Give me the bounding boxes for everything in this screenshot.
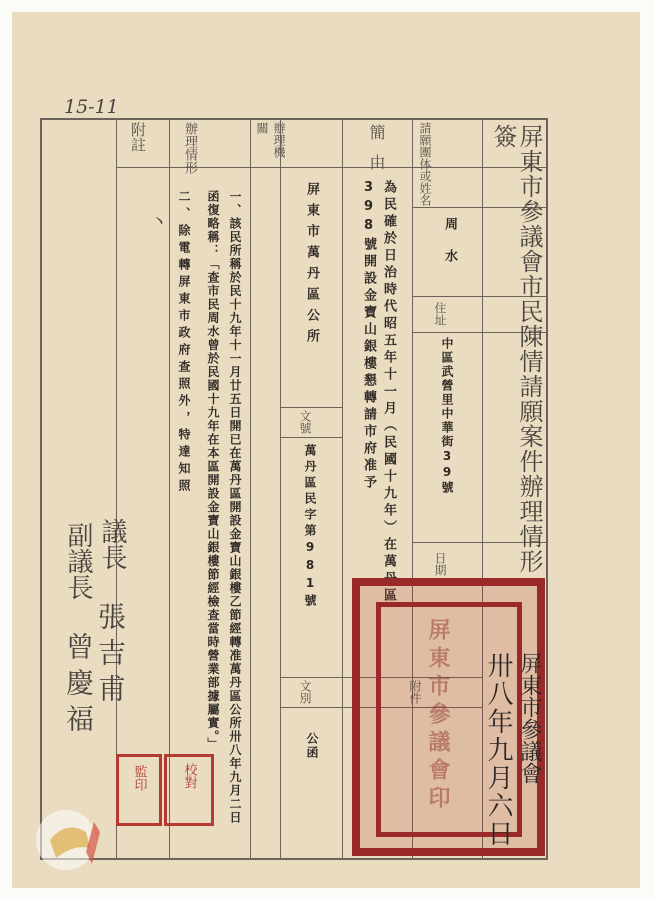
notes-mark: 丶 [150, 212, 168, 233]
page-number: 15-11 [64, 96, 119, 118]
header-agency: 辦理機關 [255, 122, 286, 158]
stamp-text: 屏東市參議會印 [425, 618, 450, 814]
header-doc-num: 文號 [298, 410, 312, 434]
supervise-seal [116, 754, 162, 826]
header-date: 日期 [433, 552, 447, 576]
doc-type-value: 公函 [305, 732, 319, 760]
supervise-seal-text: 監印 [131, 765, 147, 791]
speaker-name: 張吉甫 [94, 602, 127, 710]
proofread-seal [164, 754, 214, 826]
header-attachment: 附件 [408, 680, 422, 704]
petitioner-name: 周 水 [442, 217, 457, 264]
vice-speaker-title: 副議長 [63, 522, 93, 600]
header-address: 住址 [433, 302, 447, 326]
process-item-1: 一、該民所稱於民十九年十一月廿五日開已在萬丹區開設金寶山銀樓乙節經轉准萬丹區公所卅八年九月二日函復略稱：「查市民周水曾於民國十九年在本區開設金寶山銀樓節經檢查當時營業部據屬實。」 [206, 190, 242, 825]
col-line [546, 118, 548, 860]
proofread-seal-text: 校對 [181, 763, 197, 789]
row-line [280, 437, 342, 438]
document-sheet [12, 12, 640, 888]
header-summary: 簡由 [367, 124, 386, 184]
handwritten-date: 卅八年九月六日 [483, 652, 513, 848]
col-line [280, 118, 281, 860]
process-item-2: 二、除電轉屏東市政府查照外，特達知照 [177, 190, 191, 496]
archive-watermark-logo [30, 802, 110, 876]
header-process: 辦理情形 [182, 122, 197, 174]
header-petitioner: 請願團体或姓名 [418, 122, 432, 206]
document-title: 屏東市參議會市民陳情請願案件辦理情形簽 [489, 124, 543, 574]
row-line [280, 407, 342, 408]
speaker-title: 議長 [97, 518, 127, 570]
right-seal-text: 屏東市參議會 [517, 652, 542, 784]
header-doc-type: 文別 [298, 680, 312, 704]
address-value: 中區武營里中華街39號 [440, 337, 454, 495]
vice-speaker-name: 曾慶福 [62, 632, 95, 740]
header-notes: 附註 [129, 122, 147, 152]
summary-text: 為民確於日治時代昭五年十一月（民國十九年）在萬丹區398號開設金寶山銀樓懇轉請市府准予 [361, 180, 396, 605]
col-line [169, 118, 170, 860]
col-line [342, 118, 343, 860]
col-line [116, 118, 117, 860]
col-line [250, 118, 251, 860]
frame-left [40, 118, 42, 860]
doc-number: 萬丹區民字第981號 [303, 444, 317, 610]
agency-name: 屏東市萬丹區公所 [304, 182, 319, 350]
